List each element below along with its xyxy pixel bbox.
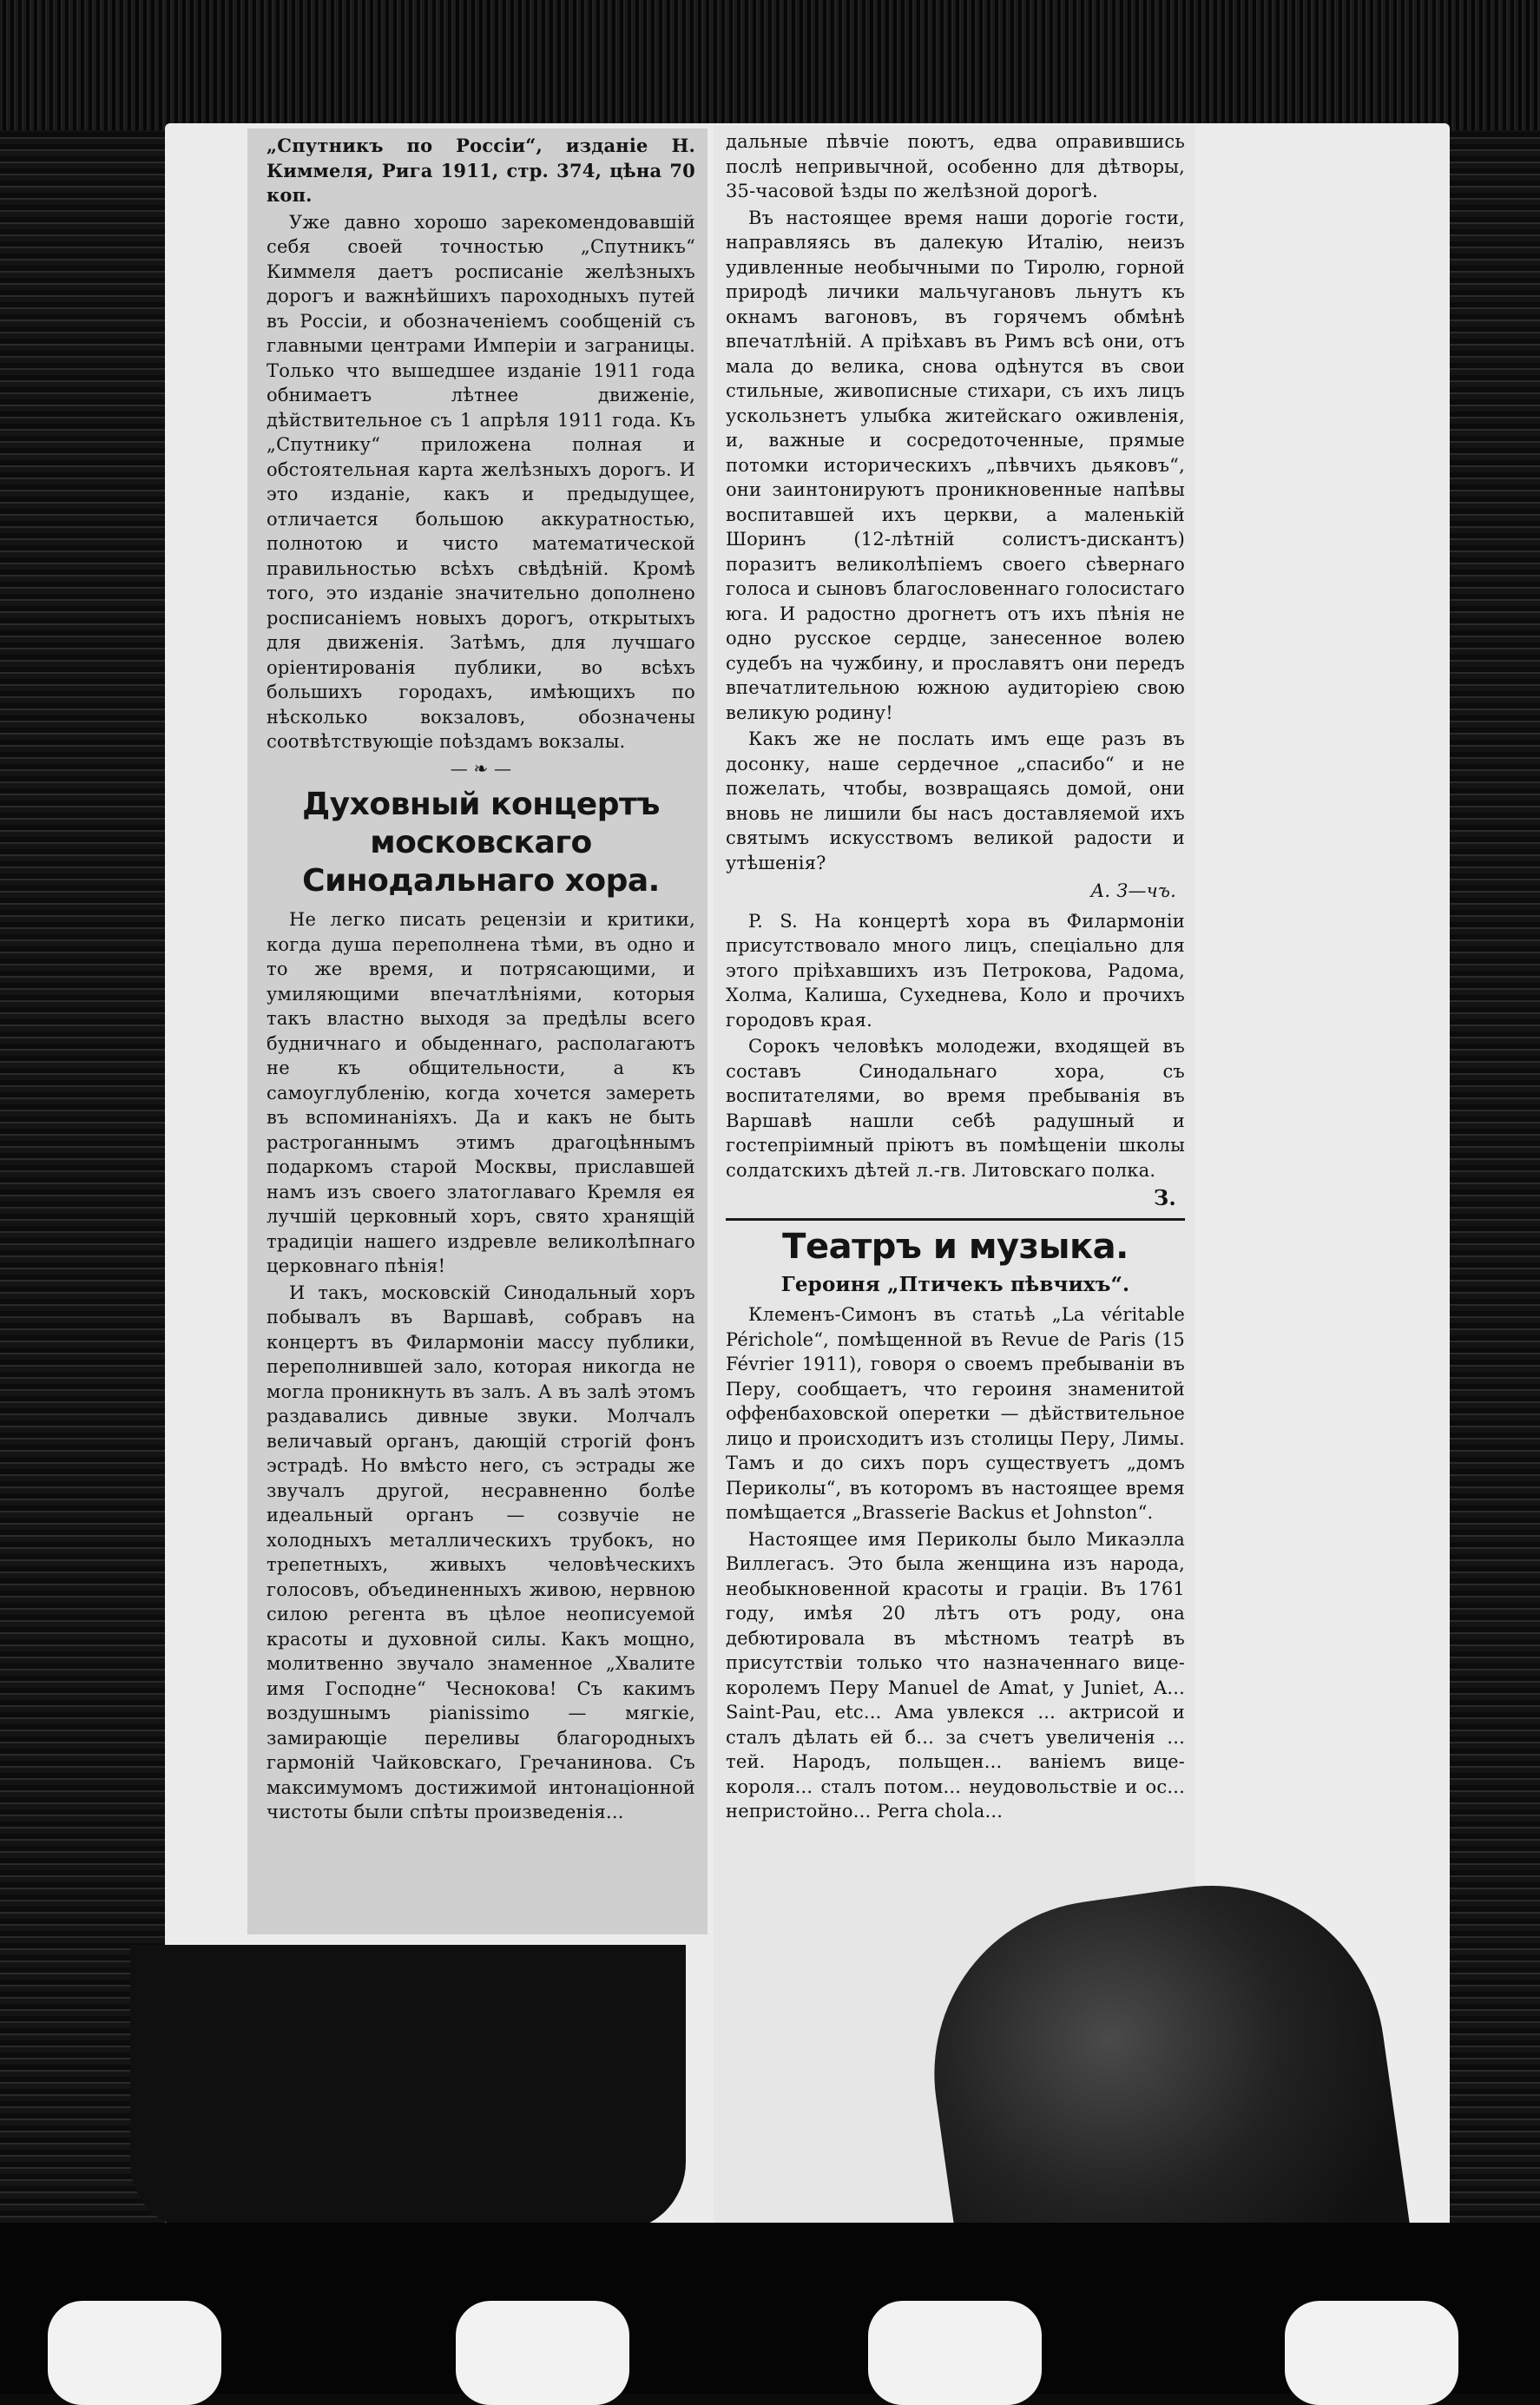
- article-paragraph: Клеменъ-Симонъ въ статьѣ „La véritable Périchole“, помѣщенной въ Revue de Paris (15 Février 1911), говоря о своемъ пребываніи въ Перу, сообщаетъ, что героиня знаменитой оффенбаховской оперетки — дѣйствительное лицо и происходитъ изъ столицы Перу, Лимы. Тамъ и до сихъ поръ существуетъ „домъ Периколы“, въ которомъ въ настоящее время помѣщается „Brasserie Backus et Johnston“.: [726, 1304, 1185, 1523]
- notice-title: „Спутникъ по Россіи“, изданіе Н. Киммеля, Рига 1911, стр. 374, цѣна 70 коп.: [267, 135, 695, 206]
- film-edge-left: [0, 130, 165, 2223]
- article-headline: Духовный концертъ московскаго Синодальнаго хора.: [302, 787, 660, 899]
- shadow-overlay: [130, 1945, 686, 2231]
- continued-paragraph: дальные пѣвчіе поютъ, едва оправившись послѣ непривычной, особенно для дѣтворы, 35-часовой ѣзды по желѣзной дорогѣ.: [726, 131, 1185, 201]
- postscript-paragraph: Сорокъ человѣкъ молодежи, входящей въ составъ Синодальнаго хора, съ воспитателями, во время пребыванія въ Варшавѣ нашли себѣ радушный и гостепріимный пріютъ въ помѣщеніи школы солдатскихъ дѣтей л.-гв. Литовскаго полка.: [726, 1036, 1185, 1181]
- article-paragraph: Какъ же не послать имъ еще разъ въ досонку, наше сердечное „спасибо“ и не пожелать, чтобы, возвращаясь домой, они вновь не лишили бы насъ доставляемой ихъ святымъ искусствомъ великой радости и утѣшенія?: [726, 728, 1185, 873]
- sprocket-hole: [48, 2301, 221, 2405]
- postscript-signature: З.: [1153, 1185, 1176, 1210]
- author-signature: А. З—чъ.: [1090, 880, 1176, 901]
- article-paragraph: Въ настоящее время наши дорогіе гости, направляясь въ далекую Италію, неизъ удивленные необычными по Тиролю, горной природѣ личики мальчугановъ льнутъ къ окнамъ вагоновъ, въ горячемъ обмѣнѣ впечатлѣній. А пріѣхавъ въ Римъ всѣ они, отъ мала до велика, снова одѣнутся въ свои стильные, живописные стихари, съ ихъ лицъ ускользнетъ улыбка житейскаго оживленія, и, важные и сосредоточенные, прямые потомки историческихъ „пѣвчихъ дьяковъ“, они заинтонируютъ проникновенные напѣвы воспитавшей ихъ церкви, а маленькій Шоринъ (12-лѣтній солистъ-дискантъ) поразитъ великолѣпіемъ своего сѣвернаго голоса и сыновъ благословеннаго голосистаго юга. И радостно дрогнетъ отъ ихъ пѣнія не одно русское сердце, занесенное волею судебъ на чужбину, и прославятъ они передъ впечатлительною южною аудиторіею свою великую родину!: [726, 207, 1185, 723]
- article-subheading: Героиня „Птичекъ пѣвчихъ“.: [780, 1272, 1130, 1296]
- article-paragraph: И такъ, московскій Синодальный хоръ побывалъ въ Варшавѣ, собравъ на концертъ въ Филармоніи массу публики, переполнившей зало, которая никогда не могла проникнуть въ залъ. А въ залѣ этомъ раздавались дивные звуки. Молчалъ величавый органъ, дающій строгій фонъ эстрадѣ. Но вмѣсто него, съ эстрады же звучалъ другой, несравненно болѣе идеальный органъ — созвучіе не холодныхъ металлическихъ трубокъ, но трепетныхъ, живыхъ человѣческихъ голосовъ, объединенныхъ живою, нервною силою регента въ цѣлое неописуемой красоты и духовной силы. Какъ мощно, молитвенно звучало знаменное „Хвалите имя Господне“ Чеснокова! Съ какимъ воздушнымъ pianissimo — мягкіе, замирающіе переливы благородныхъ гармоній Чайковскаго, Гречанинова. Съ максимумомъ достижимой интонаціонной чистоты были спѣты произведенія...: [267, 1282, 695, 1822]
- left-column: [247, 128, 707, 1934]
- sprocket-hole: [868, 2301, 1042, 2405]
- postscript-paragraph: P. S. На концертѣ хора въ Филармоніи присутствовало много лицъ, спеціально для этого пріѣхавшихъ изъ Петрокова, Радома, Холма, Калиша, Сухеднева, Коло и прочихъ городовъ края.: [726, 910, 1185, 1031]
- film-edge-top: [0, 0, 1540, 130]
- section-title: Театръ и музыка.: [782, 1226, 1129, 1267]
- notice-body: Уже давно хорошо зарекомендовавшій себя своей точностью „Спутникъ“ Киммеля даетъ росписаніе желѣзныхъ дорогъ и важнѣйшихъ пароходныхъ путей въ Россіи, и обозначеніемъ сообщеній съ главными центрами Имперіи и заграницы. Только что вышедшее изданіе 1911 года обнимаетъ лѣтнее движеніе, дѣйствительное съ 1 апрѣля 1911 года. Къ „Спутнику“ приложена полная и обстоятельная карта желѣзныхъ дорогъ. И это изданіе, какъ и предыдущее, отличается большою аккуратностью, полнотою и чисто математической правильностью всѣхъ свѣдѣній. Кромѣ того, это изданіе значительно дополнено росписаніемъ новыхъ дорогъ, открытыхъ для движенія. Затѣмъ, для лучшаго оріентированія публики, во всѣхъ большихъ городахъ, имѣющихъ по нѣсколько вокзаловъ, обозначены соотвѣтствующіе поѣздамъ вокзалы.: [267, 211, 695, 752]
- film-edge-right: [1450, 130, 1540, 2223]
- sprocket-hole: [456, 2301, 629, 2405]
- section-rule: [726, 1218, 1185, 1221]
- sprocket-hole: [1285, 2301, 1458, 2405]
- article-paragraph: Настоящее имя Периколы было Микаэлла Виллегасъ. Это была женщина изъ народа, необыкновенной красоты и граціи. Въ 1761 году, имѣя 20 лѣтъ отъ роду, она дебютировала въ мѣстномъ театрѣ въ присутствіи только что назначеннаго вице-королемъ Перу Manuel de Amat, y Juniet, A... Saint-Pau, etc... Ама увлекся ... актрисой и сталъ дѣлать ей б... за счетъ увеличенія ... тей. Народъ, польщен... ваніемъ вице-короля... сталъ потом... неудовольствіе и ос... непристойно... Perra chola...: [726, 1528, 1185, 1822]
- article-paragraph: Не легко писать рецензіи и критики, когда душа переполнена тѣми, въ одно и то же время, и потрясающими, и умиляющими впечатлѣніями, которыя такъ властно выходя за предѣлы всего будничнаго и обыденнаго, располагаютъ не къ общительности, а къ самоуглубленію, когда хочется замереть въ вспоминаніяхъ. Да и какъ не быть растроганнымъ этимъ драгоцѣннымъ подаркомъ старой Москвы, приславшей намъ изъ своего златоглаваго Кремля ея лучшій церковный хоръ, свято хранящій традиціи нашего издревле великолѣпнаго церковнаго пѣнія!: [267, 909, 695, 1276]
- ornament-divider: — ❧ —: [450, 757, 512, 779]
